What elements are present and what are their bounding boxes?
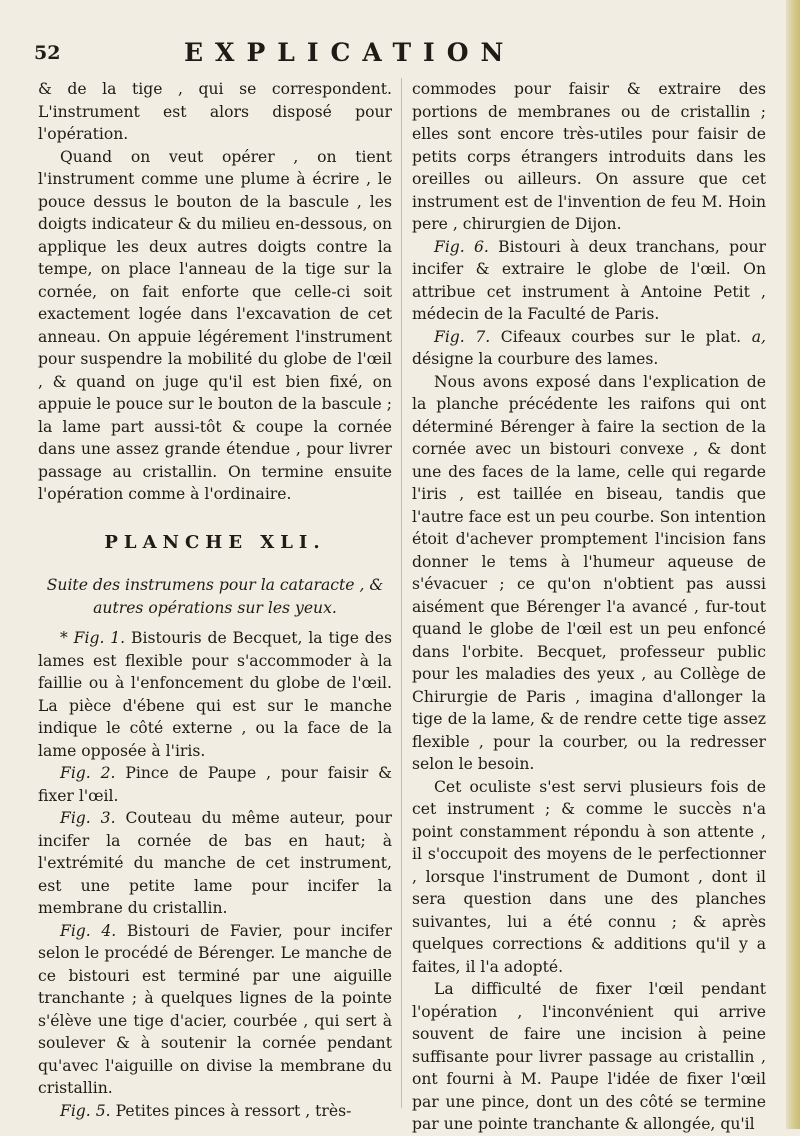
figure-entry (38, 920, 392, 1100)
section-heading: PLANCHE XLI. (104, 531, 326, 553)
page-header (34, 38, 760, 72)
paragraph: Cet oculiste s'est servi plusieurs fois de cet instrument ; & comme le succès n'a point constamment répondu à son attente , il s'occupoit des moyens de le perfectionner , lorsque l'instrument de Dumont , dont il sera question dans une des planches suivantes, lui a été connu ; & après quelques corrections & additions qu'il y a faites, il l'a adopté. (412, 777, 766, 976)
figure-entry (38, 627, 392, 762)
section-subtitle: Suite des instrumens pour la cataracte , & autres opérations sur les yeux. (46, 576, 384, 617)
figure-text: Bistouris de Becquet, la tige des lames est flexible pour s'accommoder à la faillie ou à l'enfoncement du globe de l'œil. La pièce d'ébene qui est sur le manche indique le côté externe , ou la face de la lame opposée à l'iris. (38, 629, 392, 760)
figure-label: Fig. 2. (60, 764, 116, 782)
figure-text: Cifeaux courbes sur le plat. (500, 327, 742, 346)
figure-text: Couteau du même auteur, pour incifer la cornée de bas en haut; à l'extrémité du manche de cet instrument, est une petite lame pour incifer la membrane du cristallin. (38, 809, 392, 917)
right-column (412, 78, 766, 1136)
page-edge (786, 0, 800, 1129)
figure-text: désigne la courbure des lames. (412, 350, 659, 368)
page-number: 52 (34, 42, 61, 64)
figure-label: Fig. 6. (434, 237, 489, 256)
paragraph: La difficulté de fixer l'œil pendant l'opération , l'inconvénient qui arrive souvent de faire une incision à peine suffisante pour livrer passage au cristallin , ont fourni à M. Paupe l'idée de fixer l'œil par une pince, dont un des côté se termine par une pointe tranchante & allongée, qu'il (412, 980, 766, 1133)
figure-entry (38, 762, 392, 807)
figure-label: Fig. 3. (60, 809, 116, 827)
paragraph: & de la tige , qui se correspondent. L'instrument est alors disposé pour l'opération. (38, 80, 392, 143)
figure-text: Bistouri à deux tranchans, pour incifer & extraire le globe de l'œil. On attribue cet instrument à Antoine Petit , médecin de la Faculté de Paris. (412, 237, 766, 323)
figure-entry (412, 326, 766, 371)
figure-letter: a, (751, 327, 766, 346)
paragraph: commodes pour faisir & extraire des portions de membranes ou de cristallin ; elles sont encore très-utiles pour faisir de petits corps étrangers introduits dans les oreilles ou ailleurs. On assure que cet instrument est de l'invention de feu M. Hoin pere , chirurgien de Dijon. (412, 80, 766, 233)
figure-label: Fig. 5. (60, 1101, 111, 1120)
figure-entry (38, 807, 392, 920)
figure-label: Fig. 4. (60, 921, 117, 940)
figure-entry (38, 1100, 392, 1123)
column-divider (401, 78, 402, 1108)
paragraph: Nous avons exposé dans l'explication de la planche précédente les raifons qui ont déterminé Bérenger à faire la section de la cornée avec un bistouri convexe , & dont une des faces de la lame, celle qui regarde l'iris , est taillée en biseau, tandis que l'autre face est un peu courbe. Son intention étoit d'achever promptement l'incision fans donner le tems à l'humeur aqueuse de s'évacuer ; ce qu'on n'obtient pas aussi aisément que Bérenger l'a avancé , fur-tout quand le globe de l'œil est un peu enfoncé dans l'orbite. Becquet, professeur public pour les maladies des yeux , au Collège de Chirurgie de Paris , imagina d'allonger la tige de la lame, & de rendre cette tige assez flexible , pour la courber, ou la redresser selon le besoin. (412, 372, 766, 773)
figure-entry (412, 236, 766, 326)
figure-text: Pince de Paupe , pour faisir & fixer l'œil. (38, 764, 392, 805)
left-column (38, 78, 392, 1122)
running-title: EXPLICATION (184, 38, 516, 67)
figure-text: Bistouri de Favier, pour incifer selon le procédé de Bérenger. Le manche de ce bistouri est terminé par une aiguille tranchante ; à quelques lignes de la pointe s'élève une tige d'acier, courbée , qui sert à soulever & à soutenir la cornée pendant qu'avec l'aiguille on divise la membrane du cristallin. (38, 921, 392, 1097)
figure-label: * Fig. 1. (60, 629, 126, 647)
paragraph: Quand on veut opérer , on tient l'instrument comme une plume à écrire , le pouce dessus le bouton de la bascule , les doigts indicateur & du milieu en-dessous, on applique les deux autres doigts contre la tempe, on place l'anneau de la tige sur la cornée, on fait enforte que celle-ci soit exactement logée dans l'excavation de cet anneau. On appuie légérement l'instrument pour suspendre la mobilité du globe de l'œil , & quand on juge qu'il est bien fixé, on appuie le pouce sur le bouton de la bascule ; la lame part aussi-tôt & coupe la cornée dans une assez grande étendue , pour livrer passage au cristallin. On termine ensuite l'opération comme à l'ordinaire. (38, 147, 392, 503)
figure-label: Fig. 7. (434, 327, 491, 346)
figure-text: Petites pinces à ressort , très- (115, 1101, 352, 1120)
